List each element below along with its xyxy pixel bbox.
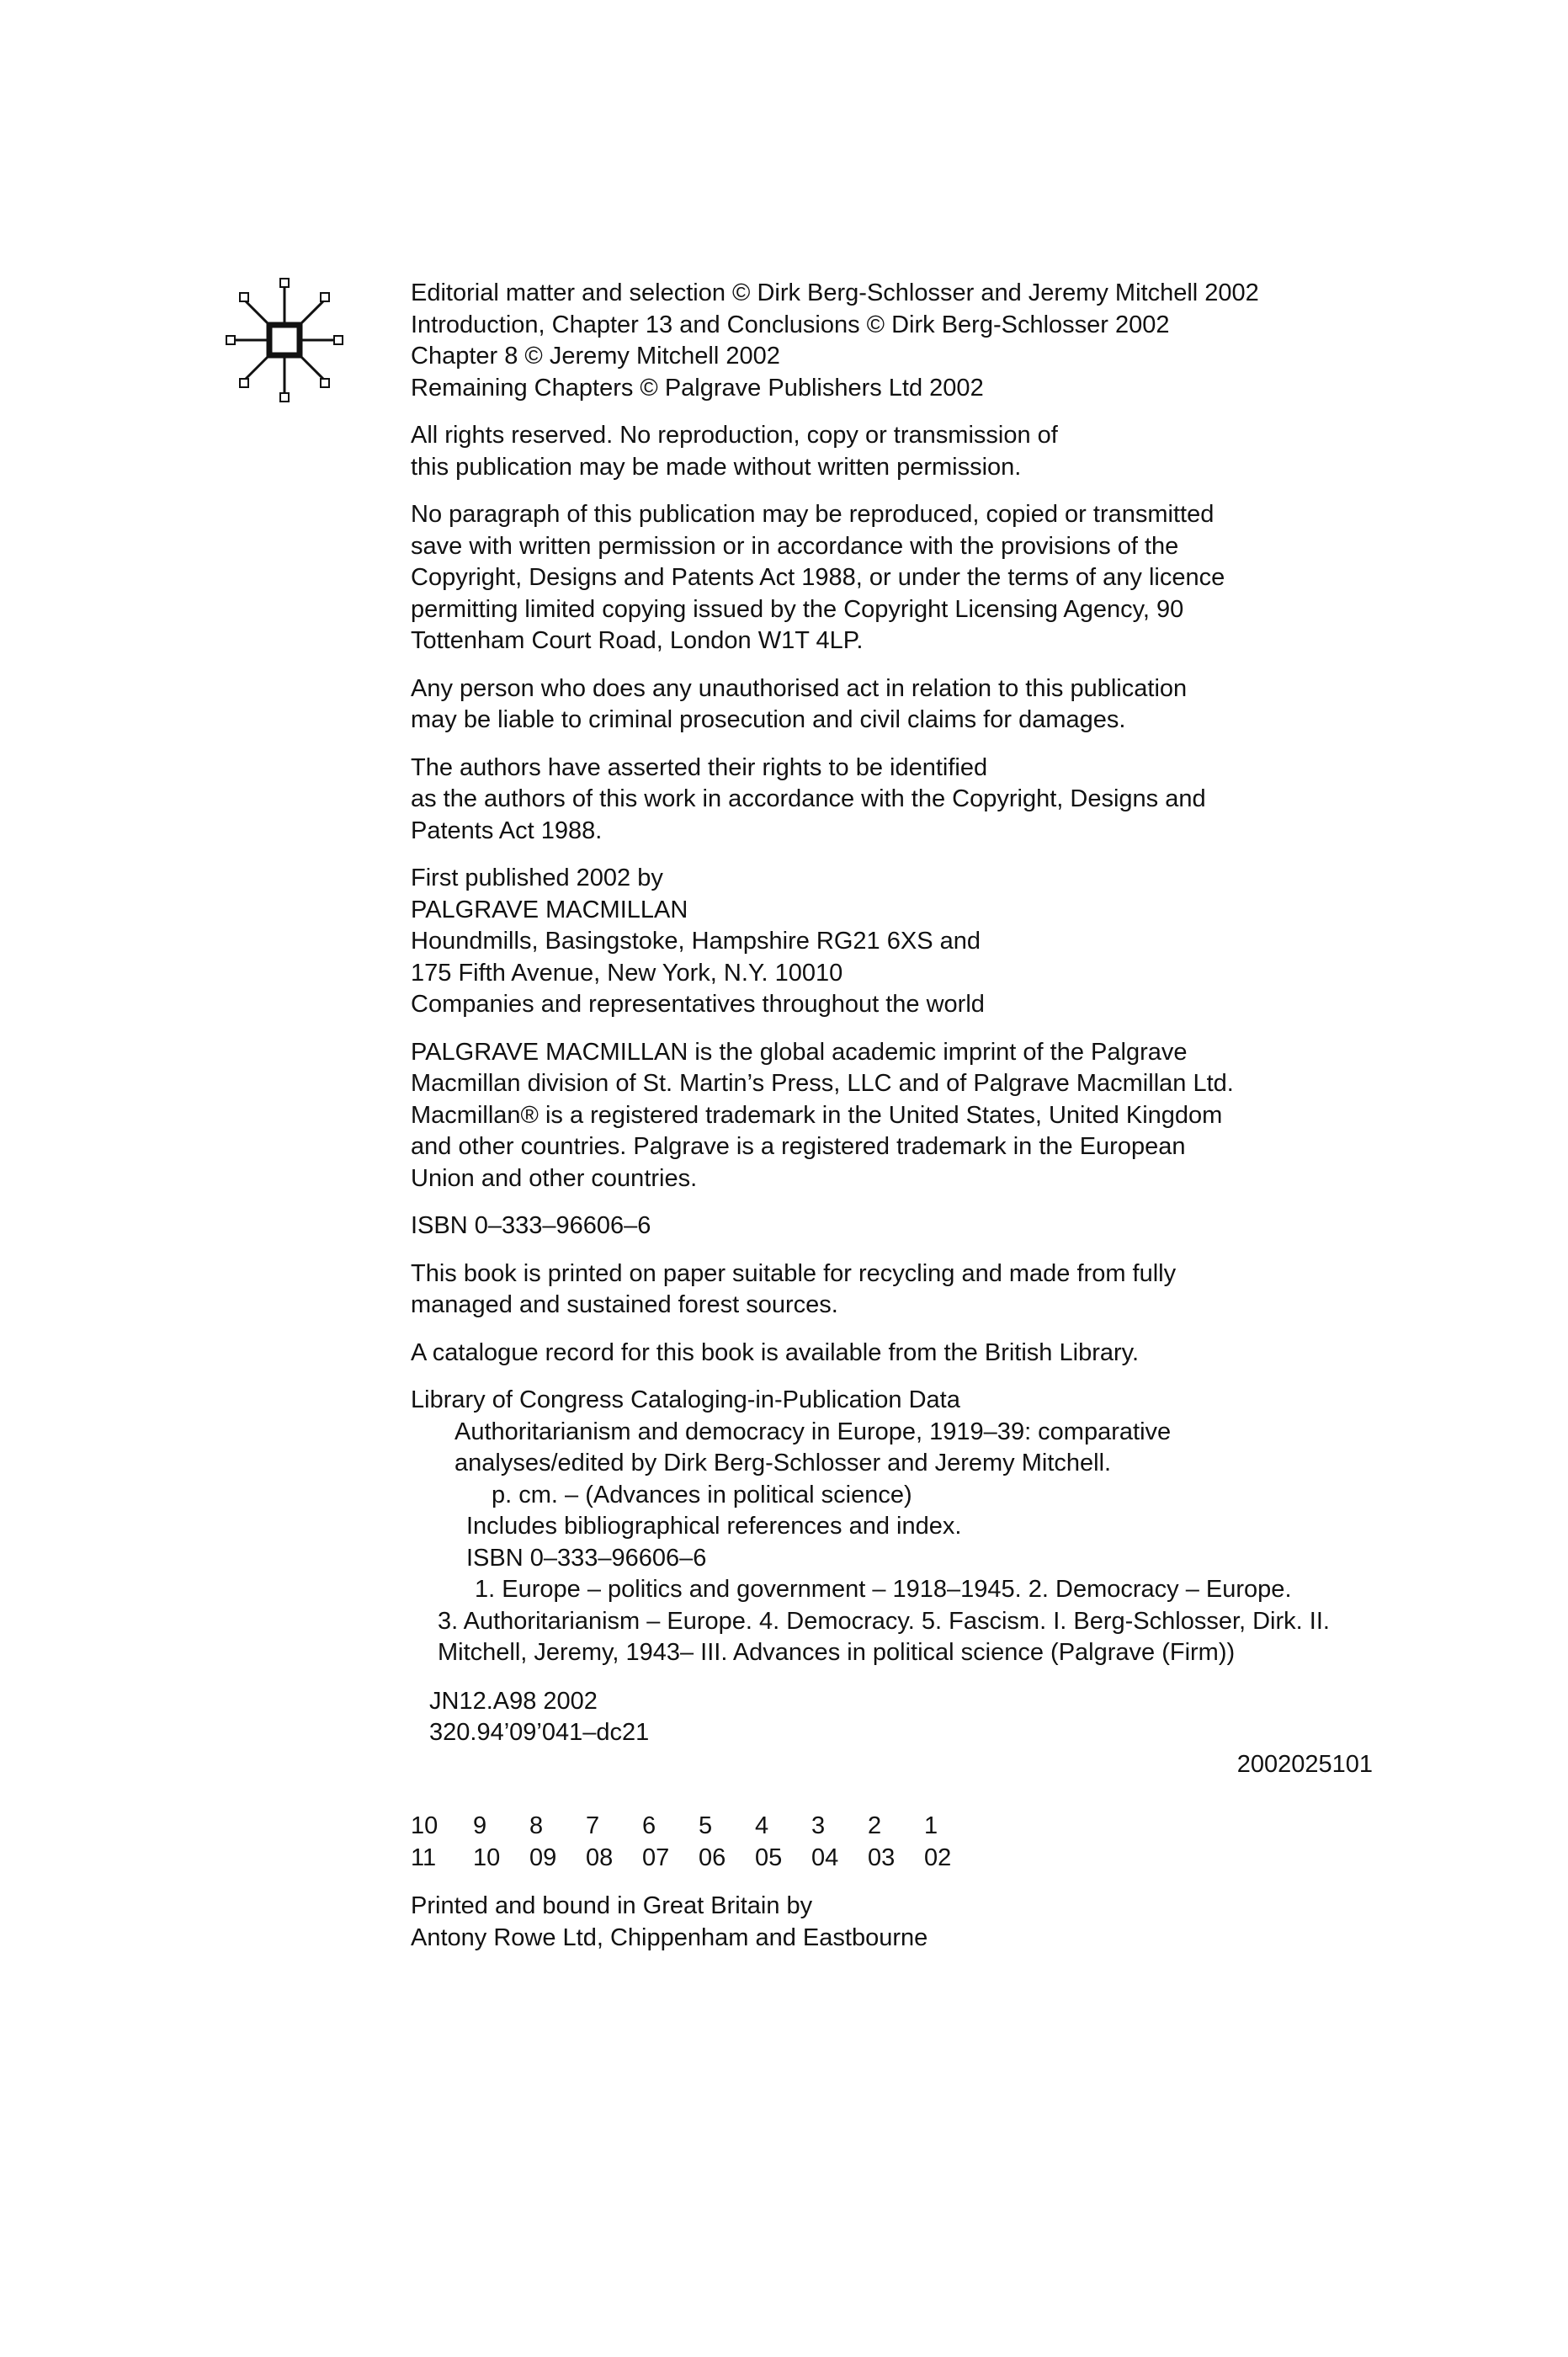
cip-class-number: JN12.A98 2002 bbox=[429, 1687, 598, 1715]
authors-rights-line: Patents Act 1988. bbox=[411, 817, 603, 844]
publisher-line: Houndmills, Basingstoke, Hampshire RG21 6XS and bbox=[411, 928, 981, 955]
catalogue-line: A catalogue record for this book is available from the British Library. bbox=[411, 1338, 1140, 1366]
printing-year: 02 bbox=[924, 1844, 952, 1871]
rights-line: this publication may be made without written permission. bbox=[411, 453, 1022, 481]
imprint-notice bbox=[411, 1037, 1353, 1195]
authors-rights-notice bbox=[411, 753, 1353, 848]
printing-number: 5 bbox=[699, 1812, 713, 1839]
rights-line: All rights reserved. No reproduction, copy or transmission of bbox=[411, 422, 1058, 449]
copyright-line: Editorial matter and selection © Dirk Berg-Schlosser and Jeremy Mitchell 2002 bbox=[411, 279, 1259, 306]
printing-number: 8 bbox=[529, 1812, 544, 1839]
reproduction-line: Copyright, Designs and Patents Act 1988, or under the terms of any licence bbox=[411, 564, 1225, 591]
cip-includes: Includes bibliographical references and index. bbox=[466, 1513, 962, 1540]
printing-number: 9 bbox=[473, 1812, 487, 1839]
reproduction-notice bbox=[411, 499, 1353, 657]
publisher-line: Companies and representatives throughout the world bbox=[411, 991, 985, 1018]
paper-notice bbox=[411, 1258, 1353, 1322]
imprint-line: Macmillan® is a registered trademark in the United States, United Kingdom bbox=[411, 1101, 1223, 1129]
copyright-line: Introduction, Chapter 13 and Conclusions © Dirk Berg-Schlosser 2002 bbox=[411, 311, 1170, 338]
printing-number: 10 bbox=[411, 1812, 439, 1839]
authors-rights-line: as the authors of this work in accordance with the Copyright, Designs and bbox=[411, 785, 1206, 812]
printing-year: 03 bbox=[868, 1844, 896, 1871]
cip-data bbox=[411, 1385, 1373, 1780]
cip-title: Authoritarianism and democracy in Europe, 1919–39: comparative bbox=[454, 1418, 1172, 1445]
reproduction-line: No paragraph of this publication may be reproduced, copied or transmitted bbox=[411, 501, 1215, 528]
imprint-line: PALGRAVE MACMILLAN is the global academic imprint of the Palgrave bbox=[411, 1038, 1188, 1066]
authors-rights-line: The authors have asserted their rights to be identified bbox=[411, 753, 988, 781]
cip-subjects: 3. Authoritarianism – Europe. 4. Democracy. 5. Fascism. I. Berg-Schlosser, Dirk. II. bbox=[438, 1607, 1330, 1635]
printing-number: 2 bbox=[868, 1812, 882, 1839]
printing-line bbox=[411, 1811, 1353, 1874]
copyright-notice bbox=[411, 278, 1353, 404]
printing-number: 3 bbox=[811, 1812, 826, 1839]
liability-line: may be liable to criminal prosecution and civil claims for damages. bbox=[411, 706, 1126, 733]
reproduction-line: permitting limited copying issued by the Copyright Licensing Agency, 90 bbox=[411, 595, 1184, 623]
printing-year: 11 bbox=[411, 1844, 437, 1871]
paper-line: This book is printed on paper suitable for recycling and made from fully bbox=[411, 1259, 1177, 1287]
imprint-line: Macmillan division of St. Martin’s Press, LLC and of Palgrave Macmillan Ltd. bbox=[411, 1070, 1234, 1097]
catalogue-notice bbox=[411, 1338, 1353, 1370]
cip-classification bbox=[411, 1686, 1373, 1781]
imprint-line: Union and other countries. bbox=[411, 1164, 698, 1192]
printing-number: 6 bbox=[642, 1812, 656, 1839]
printing-number: 7 bbox=[586, 1812, 600, 1839]
printing-year: 10 bbox=[473, 1844, 501, 1871]
printing-years-row bbox=[411, 1843, 1353, 1875]
liability-notice bbox=[411, 673, 1353, 737]
isbn bbox=[411, 1210, 1353, 1242]
imprint-line: and other countries. Palgrave is a registered trademark in the European bbox=[411, 1133, 1186, 1160]
printing-number: 4 bbox=[755, 1812, 769, 1839]
liability-line: Any person who does any unauthorised act in relation to this publication bbox=[411, 674, 1188, 702]
isbn-line: ISBN 0–333–96606–6 bbox=[411, 1212, 651, 1239]
printing-year: 04 bbox=[811, 1844, 839, 1871]
printing-year: 06 bbox=[699, 1844, 726, 1871]
cip-subjects: 1. Europe – politics and government – 1918–1945. 2. Democracy – Europe. bbox=[475, 1576, 1292, 1603]
publisher-logo-icon bbox=[226, 276, 343, 404]
cip-isbn: ISBN 0–333–96606–6 bbox=[466, 1544, 707, 1572]
paper-line: managed and sustained forest sources. bbox=[411, 1291, 838, 1318]
printing-year: 08 bbox=[586, 1844, 614, 1871]
cip-heading: Library of Congress Cataloging-in-Publication Data bbox=[411, 1386, 960, 1413]
reproduction-line: Tottenham Court Road, London W1T 4LP. bbox=[411, 627, 864, 654]
publisher-line: 175 Fifth Avenue, New York, N.Y. 10010 bbox=[411, 959, 843, 987]
cip-dewey-number: 320.94’09’041–dc21 bbox=[429, 1719, 650, 1746]
cip-pcm: p. cm. – (Advances in political science) bbox=[492, 1481, 912, 1508]
copyright-line: Remaining Chapters © Palgrave Publishers Ltd 2002 bbox=[411, 374, 984, 402]
printer-line: Antony Rowe Ltd, Chippenham and Eastbourne bbox=[411, 1923, 928, 1951]
copyright-page-text bbox=[411, 278, 1373, 1970]
cip-title: analyses/edited by Dirk Berg-Schlosser and Jeremy Mitchell. bbox=[454, 1450, 1112, 1476]
cip-control-number: 2002025101 bbox=[1236, 1750, 1373, 1778]
cip-subjects: Mitchell, Jeremy, 1943– III. Advances in political science (Palgrave (Firm)) bbox=[438, 1639, 1236, 1666]
printing-numbers-row bbox=[411, 1811, 1353, 1843]
printing-number: 1 bbox=[924, 1812, 938, 1839]
reproduction-line: save with written permission or in accordance with the provisions of the bbox=[411, 532, 1179, 560]
printer-line: Printed and bound in Great Britain by bbox=[411, 1892, 813, 1919]
printing-year: 07 bbox=[642, 1844, 670, 1871]
copyright-line: Chapter 8 © Jeremy Mitchell 2002 bbox=[411, 343, 780, 370]
printer-info bbox=[411, 1891, 1353, 1954]
publisher-line: First published 2002 by bbox=[411, 865, 663, 891]
publisher-info bbox=[411, 863, 1353, 1021]
printing-year: 05 bbox=[755, 1844, 783, 1871]
publisher-line: PALGRAVE MACMILLAN bbox=[411, 896, 688, 923]
printing-year: 09 bbox=[529, 1844, 557, 1871]
rights-reserved bbox=[411, 420, 1353, 483]
